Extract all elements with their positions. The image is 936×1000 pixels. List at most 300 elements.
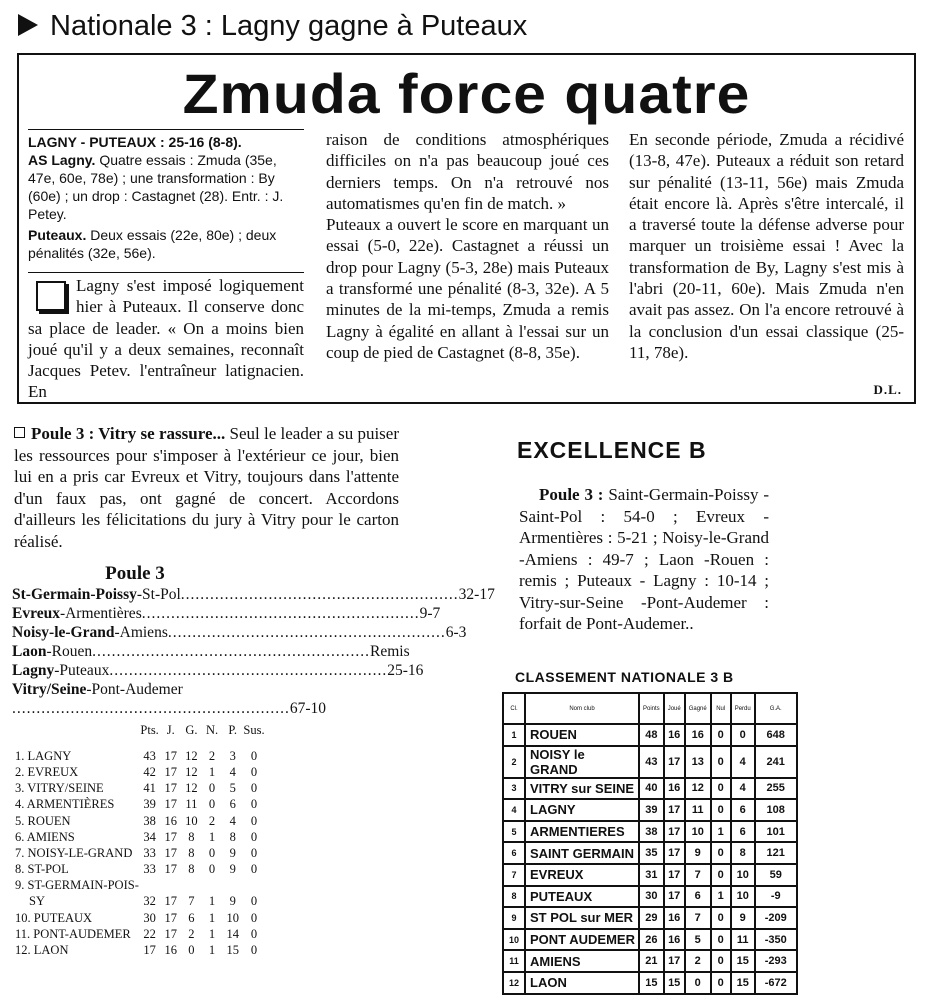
classement-value: 6: [685, 886, 711, 908]
standings-row: [15, 862, 265, 878]
score-box-top-rule: [28, 129, 304, 130]
classement-value: 15: [731, 950, 755, 972]
standings-row: [15, 942, 265, 958]
result-match: [12, 680, 258, 699]
standings-value: 17: [143, 943, 156, 958]
result-score: 6-3: [445, 624, 467, 641]
standings-value: 9: [229, 894, 236, 909]
standings-row: [15, 797, 265, 813]
standings-value: 17: [164, 926, 177, 941]
result-home-team: Laon: [12, 643, 47, 660]
standings-row: [15, 910, 265, 926]
standings-value: 1: [208, 894, 216, 909]
classement-value: 10: [685, 821, 711, 843]
standings-value: 0: [250, 748, 258, 763]
classement-value: 1: [503, 724, 525, 746]
standings-row: [15, 748, 265, 764]
classement-value: 10: [503, 929, 525, 951]
standings-value: 1: [208, 926, 216, 941]
classement-value: 8: [731, 842, 755, 864]
classement-value: 39: [639, 799, 664, 821]
classement-club: VITRY sur SEINE: [525, 778, 639, 800]
classement-club: PUTEAUX: [525, 886, 639, 908]
standings-team: 2. EVREUX: [15, 764, 79, 779]
square-bullet-icon: [36, 281, 66, 311]
classement-value: 40: [639, 778, 664, 800]
standings-value: 34: [143, 829, 156, 844]
standings-value: 8: [229, 829, 236, 844]
standings-value: 1: [208, 943, 216, 958]
standings-value: 17: [164, 862, 177, 877]
classement-club: EVREUX: [525, 864, 639, 886]
standings-value: 1: [208, 910, 216, 925]
result-away-team: -Rouen: [46, 643, 93, 660]
score-box-bottom-rule: [28, 272, 304, 273]
standings-value: 17: [164, 748, 177, 763]
standings-value: 1: [208, 764, 216, 779]
article-kicker: [18, 10, 527, 43]
result-away-team: -St-Pol: [136, 586, 181, 603]
classement-header-ga: G.A.: [755, 693, 797, 724]
classement-club: ARMENTIERES: [525, 821, 639, 843]
classement-value: 0: [711, 972, 731, 994]
standings-header-pts: Pts.: [140, 722, 159, 737]
leader-dots: .........................................................: [180, 586, 459, 603]
result-row: [12, 604, 441, 623]
standings-value: 0: [208, 862, 216, 877]
classement-value: 1: [711, 886, 731, 908]
standings-value: 0: [250, 764, 258, 779]
result-home-team: St-Germain-Poissy: [12, 586, 137, 603]
classement-value: 15: [664, 972, 685, 994]
classement-value: 0: [711, 907, 731, 929]
result-home-team: Noisy-le-Grand: [12, 624, 115, 641]
standings-value: 14: [226, 926, 239, 941]
classement-row: [503, 821, 797, 843]
leader-dots: .........................................................: [109, 662, 388, 679]
classement-value: 10: [731, 864, 755, 886]
classement-value: 0: [711, 950, 731, 972]
classement-value: 16: [664, 724, 685, 746]
classement-value: 648: [755, 724, 797, 746]
standings-value: 2: [188, 926, 195, 941]
result-away-team: -Armentières: [59, 605, 142, 622]
classement-header-gagne: Gagné: [685, 693, 711, 724]
classement-value: 8: [503, 886, 525, 908]
result-row: [12, 642, 410, 661]
result-away-team: -Pont-Audemer: [86, 681, 183, 698]
standings-value: 0: [250, 862, 258, 877]
result-match: [12, 661, 109, 680]
classement-table: [502, 692, 798, 995]
poule3-note-lead: Poule 3 : Vitry se rassure...: [31, 424, 226, 443]
excellence-lead: Poule 3 :: [539, 485, 604, 504]
result-match: [12, 642, 92, 661]
classement-value: -350: [755, 929, 797, 951]
standings-row: [15, 813, 265, 829]
standings-value: 12: [185, 748, 198, 763]
standings-value: 17: [164, 845, 177, 860]
standings-value: 22: [143, 926, 156, 941]
classement-row: [503, 907, 797, 929]
classement-value: 17: [664, 799, 685, 821]
standings-value: 0: [250, 894, 258, 909]
standings-value: 8: [188, 829, 195, 844]
standings-row: [15, 845, 265, 861]
classement-value: 0: [731, 724, 755, 746]
classement-value: -672: [755, 972, 797, 994]
standings-value: 32: [143, 894, 156, 909]
standings-value: 2: [208, 748, 216, 763]
classement-value: 17: [664, 746, 685, 778]
standings-value: 0: [250, 926, 258, 941]
standings-row: [15, 764, 265, 780]
classement-value: 6: [731, 821, 755, 843]
classement-value: 4: [731, 746, 755, 778]
classement-value: 3: [503, 778, 525, 800]
standings-value: 0: [250, 845, 258, 860]
classement-title: CLASSEMENT NATIONALE 3 B: [515, 669, 734, 685]
classement-value: -293: [755, 950, 797, 972]
classement-value: 6: [731, 799, 755, 821]
article-column-1: [28, 275, 304, 403]
article-column-3: En seconde période, Zmuda a récidivé (13-8, 47e). Puteaux a réduit son retard sur pénalité (13-11, 56e) mais Zmuda était encore là. Après s'être intercalé, il a traversé toute la défense adverse pour marquer un troisième essai ! Avec la transformation de By, Lagny s'est mis à l'abri (20-11, 60e). Mais Zmuda n'en avait pas assez. On l'a encore retrouvé à la conclusion d'un essai classique (25-11, 78e).: [629, 130, 904, 362]
small-square-bullet-icon: [14, 427, 25, 438]
standings-row: [15, 894, 265, 910]
result-row: [12, 680, 327, 718]
result-row: [12, 661, 424, 680]
article-column-2: raison de conditions atmosphériques difficiles on n'a pas beaucoup joué ces derniers temps. On n'a retrouvé nos automatismes qu'en fin de match. » Puteaux a ouvert le score en marquant un essai (5-0, 22e). Castagnet a réussi un drop pour Lagny (5-3, 28e) mais Puteaux a transformé une pénalité (8-3, 32e). A 5 minutes de la mi-temps, Zmuda a remis Lagny à égalité en allant à l'essai sur un coup de pied de Castagnet (8-8, 35e).: [326, 130, 609, 362]
standings-value: 6: [188, 910, 195, 925]
classement-value: 17: [664, 950, 685, 972]
poule3-note-text: Seul le leader a su puiser les ressources pour s'imposer à l'extérieur ce jour, bien lui en a pris car Evreux et Vitry, toujours dans l'attente d'un faux pas, ont gagné de concert. Accordons d'ailleurs les félicitations du jury à Vitry pour le carton réalisé.: [14, 424, 400, 551]
classement-value: 12: [685, 778, 711, 800]
classement-row: [503, 778, 797, 800]
standings-team: SY: [29, 894, 45, 909]
standings-value: 8: [188, 862, 195, 877]
classement-row: [503, 746, 797, 778]
standings-value: 12: [185, 764, 198, 779]
standings-row: [15, 781, 265, 797]
standings-value: 0: [250, 829, 258, 844]
standings-team: 12. LAON: [15, 943, 69, 958]
result-home-team: Evreux: [12, 605, 60, 622]
classement-value: 35: [639, 842, 664, 864]
standings-header-row: [15, 722, 265, 738]
standings-value: [139, 878, 161, 894]
article-col1-text: Lagny s'est imposé logiquement hier à Puteaux. Il conserve donc sa place de leader. « On a moins bien joué qu'il y a deux semaines, reconnaît Jacques Petev. l'entraîneur latignacien. En: [28, 276, 304, 402]
team2-summary: [28, 226, 304, 262]
standings-value: 17: [164, 797, 177, 812]
classement-value: 121: [755, 842, 797, 864]
standings-value: 7: [188, 894, 195, 909]
standings-value: 30: [143, 910, 156, 925]
standings-value: [160, 878, 181, 894]
leader-dots: .........................................................: [141, 605, 420, 622]
result-score: 25-16: [387, 662, 424, 679]
result-score: Remis: [369, 643, 410, 660]
standings-value: 3: [229, 748, 236, 763]
classement-value: 0: [711, 746, 731, 778]
team1-label: AS Lagny.: [28, 152, 96, 168]
classement-value: 16: [664, 907, 685, 929]
classement-header-perdu: Perdu: [731, 693, 755, 724]
classement-value: 11: [685, 799, 711, 821]
classement-value: 0: [711, 929, 731, 951]
classement-value: 15: [639, 972, 664, 994]
classement-value: 30: [639, 886, 664, 908]
match-score-title: LAGNY - PUTEAUX : 25-16 (8-8).: [28, 134, 242, 150]
classement-row: [503, 950, 797, 972]
classement-value: 0: [711, 842, 731, 864]
standings-value: 0: [208, 781, 216, 796]
standings-value: 4: [229, 813, 236, 828]
standings-value: [202, 878, 223, 894]
result-away-team: -Puteaux: [54, 662, 110, 679]
standings-team: 6. AMIENS: [15, 829, 75, 844]
standings-team: 9. ST-GERMAIN-POIS-: [15, 878, 139, 893]
standings-value: 17: [164, 894, 177, 909]
classement-header-cl: Cl.: [503, 693, 525, 724]
standings-value: 38: [143, 813, 156, 828]
classement-value: 4: [731, 778, 755, 800]
classement-value: 101: [755, 821, 797, 843]
kicker-text: Nationale 3 : Lagny gagne à Puteaux: [50, 10, 528, 42]
team2-label: Puteaux.: [28, 227, 87, 243]
standings-value: 17: [164, 910, 177, 925]
standings-value: 41: [143, 781, 156, 796]
classement-row: [503, 886, 797, 908]
standings-table: [15, 722, 265, 959]
standings-header-g: G.: [185, 722, 198, 737]
standings-value: 16: [164, 813, 177, 828]
classement-club: NOISY le GRAND: [525, 746, 639, 778]
standings-team: 11. PONT-AUDEMER: [15, 926, 131, 941]
standings-value: 17: [164, 781, 177, 796]
author-signature: D.L.: [873, 382, 902, 397]
headline: Zmuda force quatre: [182, 62, 751, 125]
standings-value: 4: [229, 764, 236, 779]
classement-club: ROUEN: [525, 724, 639, 746]
classement-value: 11: [731, 929, 755, 951]
standings-header-sus: Sus.: [243, 722, 265, 737]
classement-club: LAON: [525, 972, 639, 994]
result-score: 67-10: [289, 700, 327, 717]
standings-header-p: P.: [228, 722, 238, 737]
classement-value: 7: [685, 864, 711, 886]
classement-box: [502, 692, 798, 995]
classement-value: 0: [711, 724, 731, 746]
classement-row: [503, 864, 797, 886]
classement-value: 26: [639, 929, 664, 951]
poule3-results-title: Poule 3: [105, 563, 165, 584]
classement-header-joue: Joué: [664, 693, 685, 724]
classement-value: 16: [664, 778, 685, 800]
standings-header-n: N.: [205, 722, 219, 737]
classement-row: [503, 972, 797, 994]
result-score: 32-17: [458, 586, 495, 603]
standings-team: 10. PUTEAUX: [15, 910, 93, 925]
result-row: [12, 585, 495, 604]
classement-value: 9: [503, 907, 525, 929]
classement-value: 2: [503, 746, 525, 778]
classement-value: 17: [664, 842, 685, 864]
classement-row: [503, 724, 797, 746]
result-score: 9-7: [419, 605, 441, 622]
standings-value: 9: [229, 862, 236, 877]
classement-header-club: Nom club: [525, 693, 639, 724]
classement-value: 108: [755, 799, 797, 821]
standings-team: 7. NOISY-LE-GRAND: [15, 845, 133, 860]
standings-value: 0: [250, 797, 258, 812]
leader-dots: .........................................................: [12, 700, 290, 717]
standings-value: 6: [229, 797, 236, 812]
classement-value: 0: [711, 799, 731, 821]
standings-value: 12: [185, 781, 198, 796]
team1-summary: [28, 151, 304, 223]
classement-row: [503, 842, 797, 864]
standings-value: 17: [164, 764, 177, 779]
standings-team: 1. LAGNY: [15, 748, 72, 763]
standings-value: 43: [143, 748, 156, 763]
classement-value: 12: [503, 972, 525, 994]
standings-value: 17: [164, 829, 177, 844]
standings-row: [15, 926, 265, 942]
standings-value: 33: [143, 862, 156, 877]
classement-value: 0: [711, 864, 731, 886]
excellence-title: EXCELLENCE B: [517, 437, 707, 463]
poule3-results: [12, 563, 495, 718]
classement-value: 48: [639, 724, 664, 746]
standings-value: 15: [226, 943, 239, 958]
classement-value: 15: [731, 972, 755, 994]
result-row: [12, 623, 467, 642]
classement-value: 7: [503, 864, 525, 886]
classement-value: 2: [685, 950, 711, 972]
poule3-standings: [15, 722, 265, 959]
classement-club: PONT AUDEMER: [525, 929, 639, 951]
standings-team: 3. VITRY/SEINE: [15, 781, 104, 796]
classement-value: 21: [639, 950, 664, 972]
standings-team: 4. ARMENTIÈRES: [15, 797, 115, 812]
classement-row: [503, 929, 797, 951]
standings-team: 8. ST-POL: [15, 862, 69, 877]
result-away-team: -Amiens: [114, 624, 168, 641]
standings-value: 8: [188, 845, 195, 860]
classement-value: 16: [664, 929, 685, 951]
classement-header-nul: Nul: [711, 693, 731, 724]
standings-value: [181, 878, 202, 894]
standings-value: [243, 878, 265, 894]
result-match: [12, 585, 181, 604]
classement-value: 31: [639, 864, 664, 886]
team2-text: Deux essais (22e, 80e) ; deux pénalités (32e, 56e).: [28, 227, 277, 261]
classement-value: 10: [731, 886, 755, 908]
classement-value: 0: [685, 972, 711, 994]
standings-value: 5: [229, 781, 236, 796]
results-list: [12, 585, 495, 718]
standings-value: 0: [250, 943, 258, 958]
classement-value: 4: [503, 799, 525, 821]
classement-value: 16: [685, 724, 711, 746]
classement-value: 13: [685, 746, 711, 778]
standings-value: 0: [250, 813, 258, 828]
classement-club: SAINT GERMAIN: [525, 842, 639, 864]
leader-dots: .........................................................: [92, 643, 370, 660]
standings-value: 16: [164, 943, 177, 958]
standings-value: 11: [185, 797, 198, 812]
classement-header-points: Points: [639, 693, 664, 724]
standings-header-j: J.: [166, 722, 175, 737]
classement-value: 5: [503, 821, 525, 843]
standings-value: 2: [208, 813, 216, 828]
classement-club: ST POL sur MER: [525, 907, 639, 929]
standings-value: 0: [250, 781, 258, 796]
result-match: [12, 604, 142, 623]
poule3-note: [14, 423, 399, 552]
classement-row: [503, 799, 797, 821]
classement-value: 255: [755, 778, 797, 800]
standings-value: 10: [226, 910, 239, 925]
classement-value: 1: [711, 821, 731, 843]
leader-dots: .........................................................: [167, 624, 446, 641]
standings-row: [15, 878, 265, 894]
classement-value: 6: [503, 842, 525, 864]
triangle-bullet-icon: [18, 14, 38, 36]
standings-value: 33: [143, 845, 156, 860]
classement-value: 17: [664, 864, 685, 886]
classement-value: 38: [639, 821, 664, 843]
excellence-text: [519, 484, 769, 635]
team1-text: Quatre essais : Zmuda (35e, 47e, 60e, 78e) ; une transformation : By (60e) ; un drop : Castagnet (28). Entr. : J. Petey.: [28, 152, 284, 222]
standings-team: 5. ROUEN: [15, 813, 71, 828]
standings-value: 0: [208, 845, 216, 860]
classement-value: 17: [664, 886, 685, 908]
classement-value: 43: [639, 746, 664, 778]
excellence-body: Saint-Germain-Poissy - Saint-Pol : 54-0 ; Evreux -Armentières : 5-21 ; Noisy-le-Grand -Amiens : 49-7 ; Laon -Rouen : remis ; Puteaux - Lagny : 10-14 ; Vitry-sur-Seine -Pont-Audemer : forfait de Pont-Audemer..: [519, 485, 769, 633]
article-box: [17, 53, 916, 404]
standings-value: 0: [250, 910, 258, 925]
classement-value: -9: [755, 886, 797, 908]
result-home-team: Lagny: [12, 662, 55, 679]
classement-value: 9: [685, 842, 711, 864]
standings-value: 1: [208, 829, 216, 844]
classement-value: 9: [731, 907, 755, 929]
standings-value: 39: [143, 797, 156, 812]
classement-value: 7: [685, 907, 711, 929]
classement-club: AMIENS: [525, 950, 639, 972]
standings-value: 9: [229, 845, 236, 860]
standings-value: 42: [143, 764, 156, 779]
result-match: [12, 623, 168, 642]
classement-value: -209: [755, 907, 797, 929]
standings-value: 0: [188, 943, 195, 958]
classement-club: LAGNY: [525, 799, 639, 821]
classement-value: 29: [639, 907, 664, 929]
classement-value: 59: [755, 864, 797, 886]
score-box: [28, 129, 304, 273]
standings-value: 10: [185, 813, 198, 828]
classement-value: 0: [711, 778, 731, 800]
classement-value: 5: [685, 929, 711, 951]
classement-value: 241: [755, 746, 797, 778]
result-home-team: Vitry/Seine: [12, 681, 87, 698]
classement-value: 11: [503, 950, 525, 972]
standings-value: [222, 878, 243, 894]
classement-value: 17: [664, 821, 685, 843]
classement-header-row: [503, 693, 797, 724]
standings-row: [15, 829, 265, 845]
